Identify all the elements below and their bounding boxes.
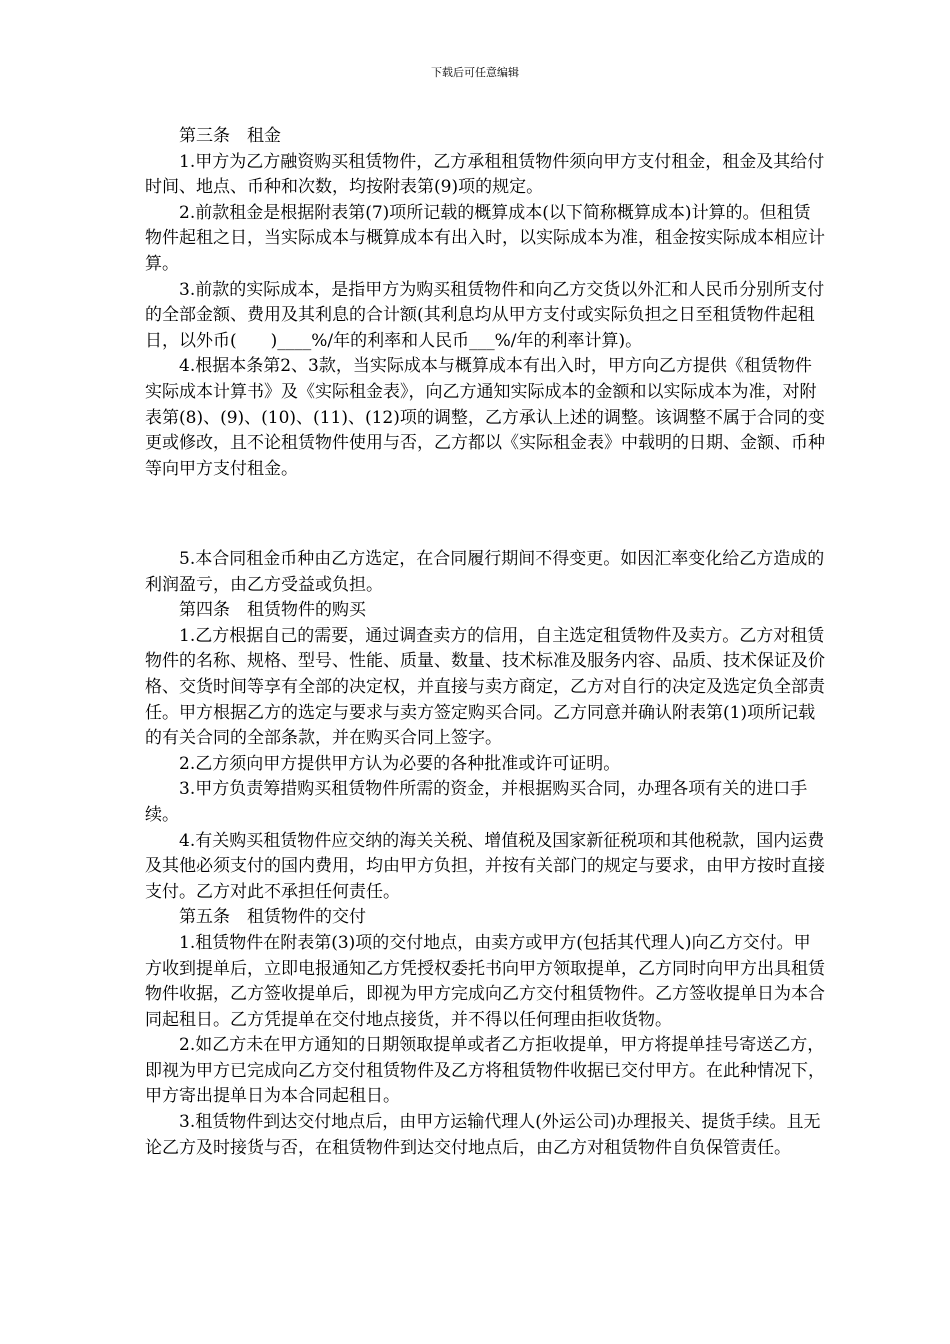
paragraph: 4.根据本条第2、3款，当实际成本与概算成本有出入时，甲方向乙方提供《租赁物件实际成本计算书》及《实际租金表》，向乙方通知实际成本的金额和以实际成本为准，对附表第(8)、(9)、(10)、(11)、(12)项的调整，乙方承认上述的调整。该调整不属于合同的变更或修改，且不论租赁物件使用与否，乙方都以《实际租金表》中载明的日期、金额、币种等向甲方支付租金。 [145, 356, 825, 479]
article-4-heading: 第四条 租赁物件的购买 [179, 600, 366, 621]
contract-section-purchase-delivery [145, 547, 825, 1161]
paragraph: 3.前款的实际成本，是指甲方为购买租赁物件和向乙方交货以外汇和人民币分别所支付的全部金额、费用及其利息的合计额(其利息均从甲方支付或实际负担之日至租赁物件起租日，以外币( )____%/年的利率和人民币___%/年的利率计算)。 [145, 279, 825, 351]
paragraph: 2.如乙方未在甲方通知的日期领取提单或者乙方拒收提单，甲方将提单挂号寄送乙方，即视为甲方已完成向乙方交付租赁物件及乙方将租赁物件收据已交付甲方。在此种情况下，甲方寄出提单日为本合同起租日。 [145, 1035, 825, 1107]
contract-section-rent [145, 124, 825, 482]
paragraph: 2.前款租金是根据附表第(7)项所记载的概算成本(以下简称概算成本)计算的。但租赁物件起租之日，当实际成本与概算成本有出入时，以实际成本为准，租金按实际成本相应计算。 [145, 202, 825, 274]
article-3-heading: 第三条 租金 [179, 126, 281, 146]
paragraph: 1.甲方为乙方融资购买租赁物件，乙方承租租赁物件须向甲方支付租金，租金及其给付时间、地点、币种和次数，均按附表第(9)项的规定。 [145, 151, 825, 198]
article-5-heading: 第五条 租赁物件的交付 [179, 907, 366, 928]
paragraph: 5.本合同租金币种由乙方选定，在合同履行期间不得变更。如因汇率变化给乙方造成的利润盈亏，由乙方受益或负担。 [145, 549, 825, 595]
paragraph: 2.乙方须向甲方提供甲方认为必要的各种批准或许可证明。 [179, 753, 621, 774]
paragraph: 1.租赁物件在附表第(3)项的交付地点，由卖方或甲方(包括其代理人)向乙方交付。甲方收到提单后，立即电报通知乙方凭授权委托书向甲方领取提单，乙方同时向甲方出具租赁物件收据，乙方签收提单后，即视为甲方完成向乙方交付租赁物件。乙方签收提单日为本合同起租日。乙方凭提单在交付地点接货，并不得以任何理由拒收货物。 [145, 932, 825, 1030]
page-header: 下载后可任意编辑 [431, 66, 519, 79]
paragraph: 3.租赁物件到达交付地点后，由甲方运输代理人(外运公司)办理报关、提货手续。且无论乙方及时接货与否，在租赁物件到达交付地点后，由乙方对租赁物件自负保管责任。 [145, 1112, 821, 1158]
paragraph: 3.甲方负责筹措购买租赁物件所需的资金，并根据购买合同，办理各项有关的进口手续。 [145, 779, 808, 825]
paragraph: 4.有关购买租赁物件应交纳的海关关税、增值税及国家新征税项和其他税款，国内运费及其他必须支付的国内费用，均由甲方负担，并按有关部门的规定与要求，由甲方按时直接支付。乙方对此不承担任何责任。 [145, 830, 825, 902]
paragraph: 1.乙方根据自己的需要，通过调查卖方的信用，自主选定租赁物件及卖方。乙方对租赁物件的名称、规格、型号、性能、质量、数量、技术标准及服务内容、品质、技术保证及价格、交货时间等享有全部的决定权，并直接与卖方商定，乙方对自行的决定及选定负全部责任。甲方根据乙方的选定与要求与卖方签定购买合同。乙方同意并确认附表第(1)项所记载的有关合同的全部条款，并在购买合同上签字。 [145, 625, 825, 749]
